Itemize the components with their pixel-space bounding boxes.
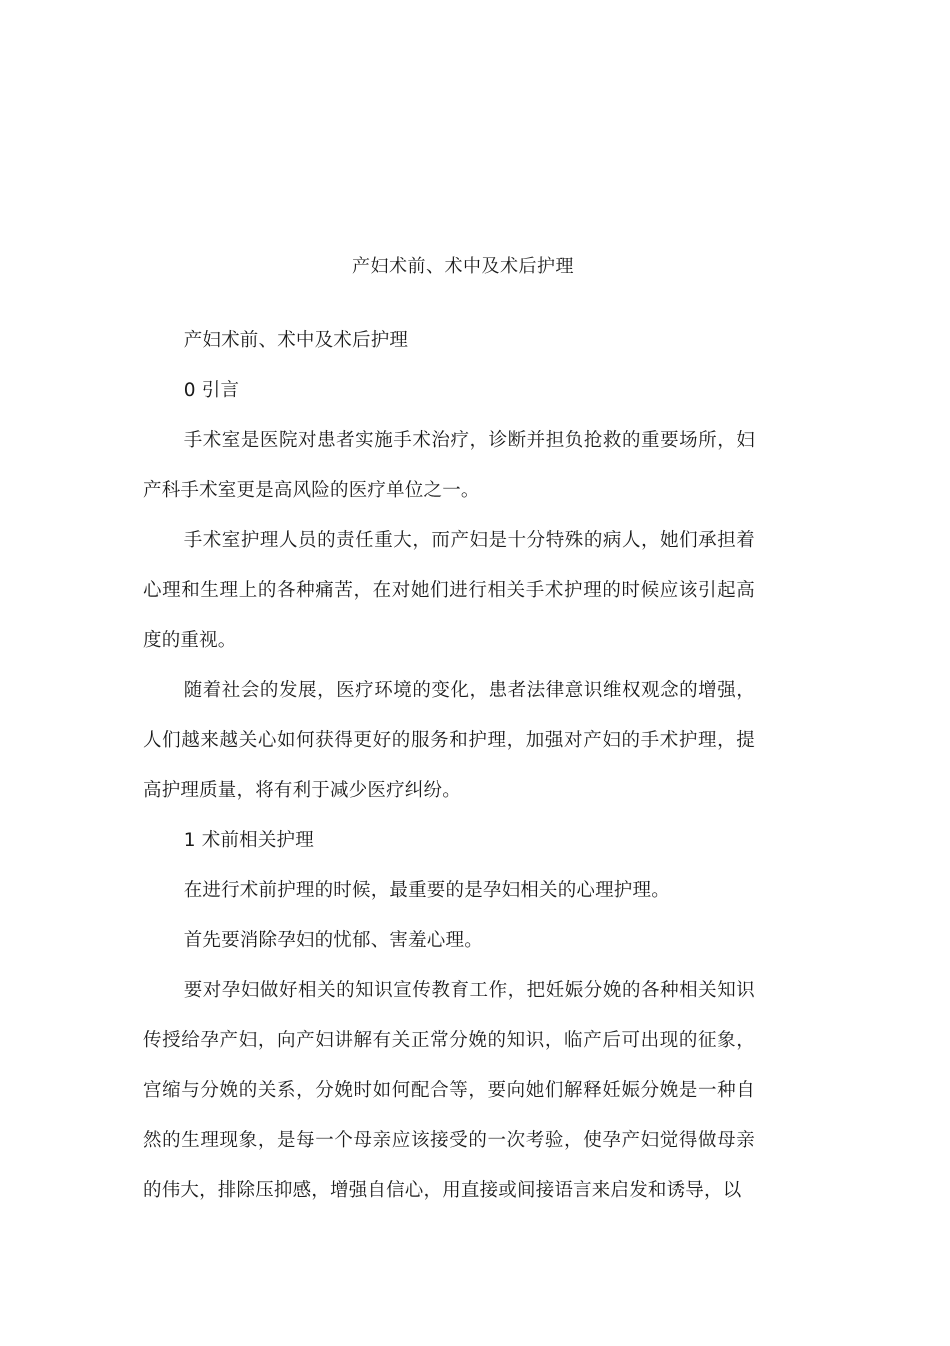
document-body: [143, 316, 755, 1216]
subtitle-paragraph: 产妇术前、术中及术后护理: [183, 330, 409, 351]
paragraph-knowledge-education: 要对孕妇做好相关的知识宣传教育工作，把妊娠分娩的各种相关知识传授给孕产妇，向产妇讲解有关正常分娩的知识，临产后可出现的征象，宫缩与分娩的关系，分娩时如何配合等，要向她们解释妊娠分娩是一种自然的生理现象，是每一个母亲应该接受的一次考验，使孕产妇觉得做母亲的伟大，排除压抑感，增强自信心，用直接或间接语言来启发和诱导，以: [143, 980, 755, 1201]
section-heading-preoperative-care: 1 术前相关护理: [183, 830, 314, 851]
paragraph-eliminate-anxiety: 首先要消除孕妇的忧郁、害羞心理。: [183, 930, 483, 951]
section-heading-introduction: 0 引言: [183, 380, 240, 401]
paragraph-social-development: 随着社会的发展，医疗环境的变化，患者法律意识维权观念的增强，人们越来越关心如何获得更好的服务和护理，加强对产妇的手术护理，提高护理质量，将有利于减少医疗纠纷。: [143, 680, 755, 801]
paragraph-psychological-care: 在进行术前护理的时候，最重要的是孕妇相关的心理护理。: [183, 880, 670, 901]
document-title: 产妇术前、术中及术后护理: [352, 256, 574, 277]
paragraph-operating-room: 手术室是医院对患者实施手术治疗，诊断并担负抢救的重要场所，妇产科手术室更是高风险的医疗单位之一。: [143, 430, 755, 501]
paragraph-nursing-responsibility: 手术室护理人员的责任重大，而产妇是十分特殊的病人，她们承担着心理和生理上的各种痛苦，在对她们进行相关手术护理的时候应该引起高度的重视。: [143, 530, 755, 651]
